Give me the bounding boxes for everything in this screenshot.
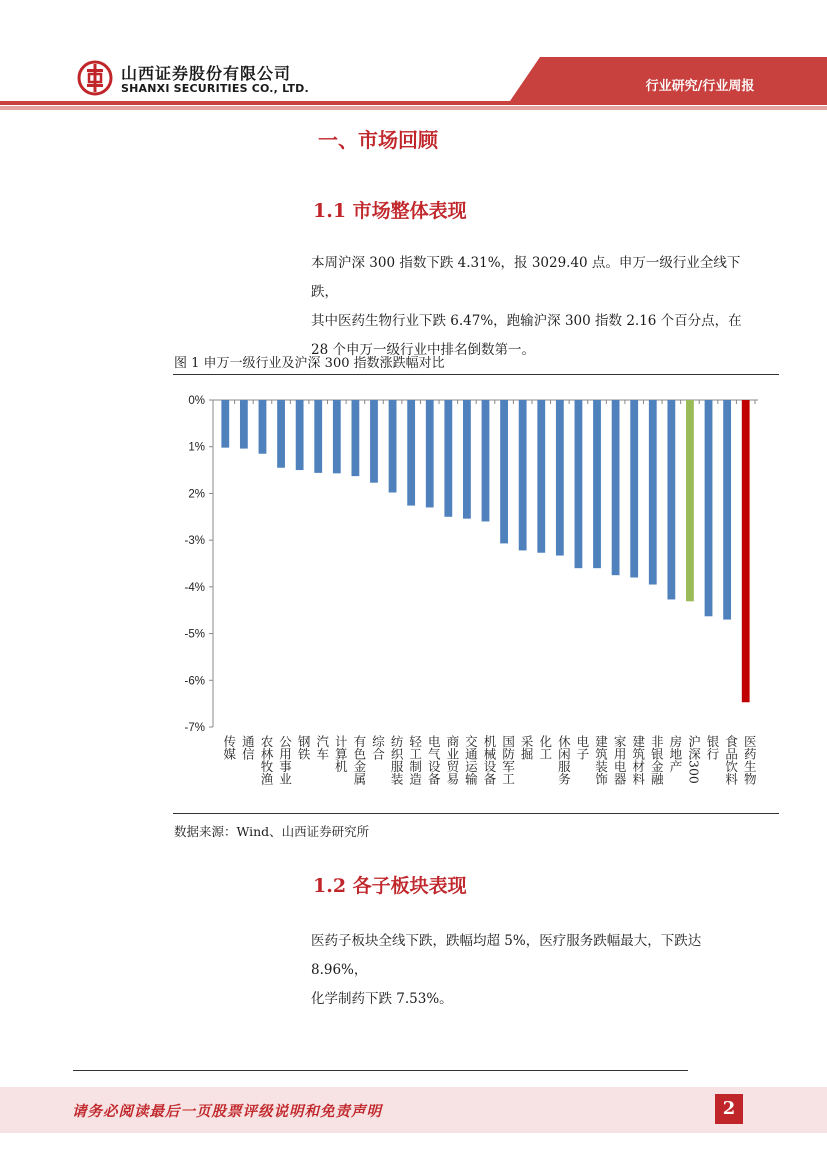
company-name-cn: 山西证券股份有限公司 bbox=[121, 64, 292, 83]
figure-bottom-rule bbox=[173, 813, 779, 814]
x-category-label: 有色金属 bbox=[351, 735, 367, 785]
x-category-label: 建筑装饰 bbox=[593, 735, 609, 785]
bar-12 bbox=[444, 400, 452, 517]
paragraph-line: 医药子板块全线下跌，跌幅均超 5%，医疗服务跌幅最大，下跌达 8.96%， bbox=[311, 933, 702, 978]
bar-14 bbox=[482, 400, 490, 521]
bar-17 bbox=[537, 400, 545, 553]
x-category-label: 非银金融 bbox=[649, 735, 665, 785]
bar-28 bbox=[742, 400, 750, 702]
figure-title: 图 1 申万一级行业及沪深 300 指数涨跌幅对比 bbox=[174, 356, 445, 371]
y-tick-label: 0% bbox=[188, 395, 205, 407]
header-band bbox=[0, 0, 827, 112]
bar-7 bbox=[351, 400, 359, 476]
x-category-label: 农林牧渔 bbox=[258, 735, 274, 785]
y-tick-label: 2% bbox=[188, 488, 205, 501]
company-name-en: SHANXI SECURITIES CO., LTD. bbox=[121, 82, 309, 95]
bar-24 bbox=[667, 400, 675, 599]
y-tick-label: -7% bbox=[184, 722, 205, 734]
page-header bbox=[0, 0, 827, 112]
x-category-label: 食品饮料 bbox=[723, 735, 739, 785]
x-category-label: 房地产 bbox=[667, 735, 683, 773]
x-category-label: 机械设备 bbox=[482, 735, 497, 785]
x-category-label: 计算机 bbox=[333, 735, 349, 773]
bar-21 bbox=[612, 400, 620, 575]
bar-27 bbox=[723, 400, 731, 620]
bar-13 bbox=[463, 400, 471, 519]
paragraph-market-overview bbox=[311, 249, 761, 365]
x-category-label: 沪深300 bbox=[686, 735, 702, 784]
x-category-label: 国防军工 bbox=[500, 735, 516, 785]
x-category-label: 采掘 bbox=[519, 735, 535, 760]
paragraph-line: 28 个申万一级行业中排名倒数第一。 bbox=[311, 342, 535, 358]
x-category-label: 轻工制造 bbox=[407, 735, 423, 785]
bar-11 bbox=[426, 400, 434, 507]
section-title: 一、市场回顾 bbox=[318, 128, 438, 152]
x-category-label: 交通运输 bbox=[463, 735, 479, 785]
bar-10 bbox=[407, 400, 415, 506]
subsection-title-1: 1.1 市场整体表现 bbox=[313, 200, 467, 222]
paragraph-line: 化学制药下跌 7.53%。 bbox=[311, 991, 453, 1007]
paragraph-line: 本周沪深 300 指数下跌 4.31%，报 3029.40 点。申万一级行业全线下跌， bbox=[311, 255, 741, 300]
bar-25 bbox=[686, 400, 694, 601]
x-category-label: 电气设备 bbox=[426, 735, 442, 785]
page-number: 2 bbox=[715, 1094, 743, 1124]
x-category-label: 钢铁 bbox=[296, 735, 312, 760]
subsection-title-2: 1.2 各子板块表现 bbox=[313, 875, 467, 897]
paragraph-subsectors bbox=[311, 927, 761, 1014]
x-category-label: 传媒 bbox=[221, 735, 237, 760]
report-type: 行业研究/行业周报 bbox=[645, 79, 755, 94]
x-category-label: 医药生物 bbox=[742, 735, 758, 785]
bar-16 bbox=[519, 400, 527, 550]
bar-15 bbox=[500, 400, 508, 543]
x-category-label: 汽车 bbox=[314, 735, 330, 760]
x-category-label: 建筑材料 bbox=[630, 735, 646, 785]
x-category-label: 家用电器 bbox=[612, 735, 628, 785]
figure-source: 数据来源：Wind、山西证券研究所 bbox=[174, 824, 370, 839]
y-tick-label: -5% bbox=[184, 628, 205, 641]
x-category-label: 商业贸易 bbox=[444, 735, 460, 785]
bar-3 bbox=[277, 400, 285, 468]
x-category-label: 电子 bbox=[574, 735, 590, 760]
y-tick-label: -4% bbox=[184, 581, 205, 594]
bar-0 bbox=[221, 400, 229, 448]
paragraph-line: 其中医药生物行业下跌 6.47%，跑输沪深 300 指数 2.16 个百分点，在 bbox=[311, 313, 742, 329]
bar-19 bbox=[575, 400, 583, 568]
y-tick-label: 1% bbox=[188, 441, 205, 454]
x-category-label: 银行 bbox=[705, 735, 721, 760]
industry-returns-bar-chart bbox=[165, 380, 775, 810]
bar-5 bbox=[314, 400, 322, 473]
bar-8 bbox=[370, 400, 378, 483]
x-category-label: 休闲服务 bbox=[556, 735, 572, 785]
bar-2 bbox=[259, 400, 267, 454]
y-tick-label: -6% bbox=[184, 675, 205, 688]
figure-top-rule bbox=[173, 374, 779, 375]
x-category-label: 综合 bbox=[370, 735, 386, 760]
bar-18 bbox=[556, 400, 564, 556]
footer-rule bbox=[73, 1070, 688, 1071]
y-tick-label: -3% bbox=[184, 535, 205, 548]
bar-6 bbox=[333, 400, 341, 473]
bar-23 bbox=[649, 400, 657, 585]
x-category-label: 通信 bbox=[240, 735, 256, 760]
company-logo-icon bbox=[77, 60, 113, 96]
bar-26 bbox=[705, 400, 713, 616]
bar-9 bbox=[389, 400, 397, 492]
footer-disclaimer: 请务必阅读最后一页股票评级说明和免责声明 bbox=[72, 1104, 382, 1120]
bar-20 bbox=[593, 400, 601, 568]
x-category-label: 纺织服装 bbox=[389, 735, 405, 785]
x-category-label: 公用事业 bbox=[277, 735, 293, 785]
bar-22 bbox=[630, 400, 638, 578]
bar-1 bbox=[240, 400, 248, 449]
x-category-label: 化工 bbox=[537, 735, 553, 760]
bar-4 bbox=[296, 400, 304, 470]
